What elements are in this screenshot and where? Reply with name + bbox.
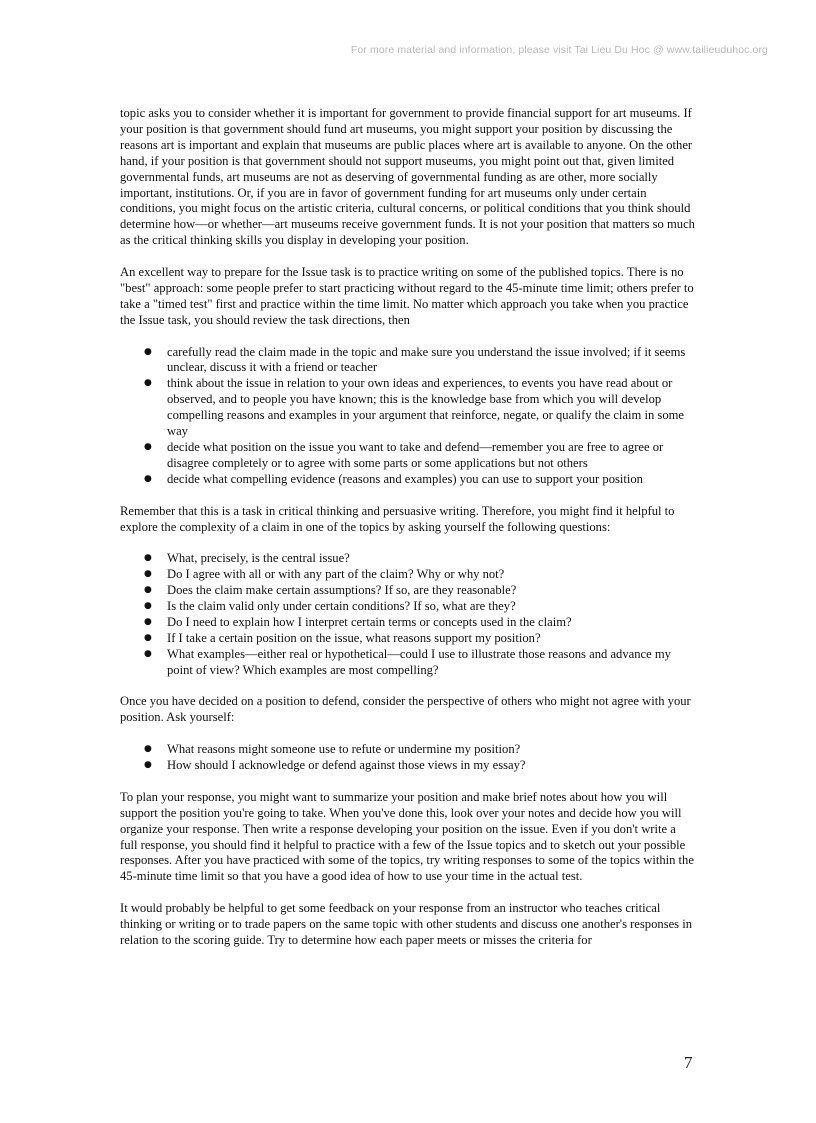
header-source-note: For more material and information, please visit Tai Lieu Du Hoc @ www.tailieuduhoc.org xyxy=(350,44,768,56)
bullet-icon: ● xyxy=(144,760,152,771)
list-item xyxy=(120,472,696,488)
paragraph-critical-thinking: Remember that this is a task in critical thinking and persuasive writing. Therefore, you might find it helpful to explore the complexity of a claim in one of the topics by asking yourself the following questions: xyxy=(120,503,675,534)
document-body xyxy=(120,106,696,965)
list-item-text: What, precisely, is the central issue? xyxy=(167,551,350,566)
list-item-text: How should I acknowledge or defend against those views in my essay? xyxy=(167,758,526,773)
list-item xyxy=(120,440,696,472)
paragraph-feedback: It would probably be helpful to get some feedback on your response from an instructor who teaches critical thinking or writing or to trade papers on the same topic with other students and discuss one another's responses in relation to the scoring guide. Try to determine how each paper meets or misses the criteria for xyxy=(120,901,693,947)
list-item xyxy=(120,551,696,567)
list-item xyxy=(120,583,696,599)
bullet-icon: ● xyxy=(144,616,152,627)
paragraph-practice-intro: An excellent way to prepare for the Issue task is to practice writing on some of the published topics. There is no "best" approach: some people prefer to start practicing without regard to the 45-minute time limit; others prefer to take a "timed test" first and practice within the time limit. No matter which approach you take when you practice the Issue task, you should review the task directions, then xyxy=(120,265,694,327)
bullet-icon: ● xyxy=(144,553,152,564)
bullet-icon: ● xyxy=(144,648,152,659)
list-item-text: think about the issue in relation to your own ideas and experiences, to events you have read about or observed, and to people you have known; this is the knowledge base from which you will develop compelling reasons and examples in your argument that reinforce, negate, or qualify the claim in some way xyxy=(167,376,684,439)
bullet-icon: ● xyxy=(144,744,152,755)
paragraph-perspective: Once you have decided on a position to defend, consider the perspective of others who might not agree with your position. Ask yourself: xyxy=(120,694,691,725)
bullet-icon: ● xyxy=(144,346,152,357)
list-item-text: Do I need to explain how I interpret certain terms or concepts used in the claim? xyxy=(167,614,572,629)
bullet-icon: ● xyxy=(144,442,152,452)
paragraph-museum-example: topic asks you to consider whether it is important for government to provide financial support for art museums. If your position is that government should fund art museums, you might support your position by discussing the reasons art is important and explain that museums are public places where art is available to anyone. On the other hand, if your position is that government should not support museums, you might point out that, given limited governmental funds, art museums are not as deserving of governmental funding as are other, more socially important, institutions. Or, if you are in favor of government funding for art museums only under certain conditions, you might focus on the artistic criteria, cultural concerns, or political conditions that you think should determine how—or whether—art museums receive government funds. It is not your position that matters so much as the critical thinking skills you display in developing your position. xyxy=(120,106,695,248)
list-item xyxy=(120,567,696,583)
list-item-text: What reasons might someone use to refute or undermine my position? xyxy=(167,742,521,757)
list-item-text: decide what position on the issue you want to take and defend—remember you are free to agree or disagree completely or to agree with some parts or some applications but not others xyxy=(167,440,664,470)
list-counter-questions xyxy=(120,742,696,774)
list-item-text: Do I agree with all or with any part of the claim? Why or why not? xyxy=(167,567,505,582)
list-item xyxy=(120,631,696,647)
list-item xyxy=(120,647,696,679)
list-item xyxy=(120,742,696,758)
list-item xyxy=(120,615,696,631)
paragraph-plan-response: To plan your response, you might want to summarize your position and make brief notes about how you will support the position you're going to take. When you've done this, look over your notes and decide how you will organize your response. Then write a response developing your position on the issue. Even if you don't write a full response, you should find it helpful to practice with a few of the Issue topics and to sketch out your possible responses. After you have practiced with some of the topics, try writing responses to some of the topics within the 45-minute time limit so that you have a good idea of how to use your time in the actual test. xyxy=(120,789,694,884)
list-item xyxy=(120,376,696,440)
bullet-icon: ● xyxy=(144,378,152,389)
page-number: 7 xyxy=(684,1053,693,1072)
list-item xyxy=(120,599,696,615)
list-item-text: Is the claim valid only under certain conditions? If so, what are they? xyxy=(167,599,516,614)
list-item xyxy=(120,345,696,377)
list-item-text: carefully read the claim made in the topic and make sure you understand the issue involved; if it seems unclear, discuss it with a friend or teacher xyxy=(167,344,686,375)
list-item xyxy=(120,758,696,774)
list-item-text: What examples—either real or hypothetical—could I use to illustrate those reasons and advance my point of view? Which examples are most compelling? xyxy=(167,646,671,677)
bullet-icon: ● xyxy=(144,601,152,612)
bullet-icon: ● xyxy=(144,585,152,596)
list-self-questions xyxy=(120,551,696,678)
list-item-text: Does the claim make certain assumptions? If so, are they reasonable? xyxy=(167,583,517,598)
list-item-text: decide what compelling evidence (reasons and examples) you can use to support your position xyxy=(167,471,643,486)
bullet-icon: ● xyxy=(144,569,152,580)
list-practice-steps xyxy=(120,345,696,488)
bullet-icon: ● xyxy=(144,473,152,484)
list-item-text: If I take a certain position on the issue, what reasons support my position? xyxy=(167,630,541,645)
bullet-icon: ● xyxy=(144,632,152,643)
